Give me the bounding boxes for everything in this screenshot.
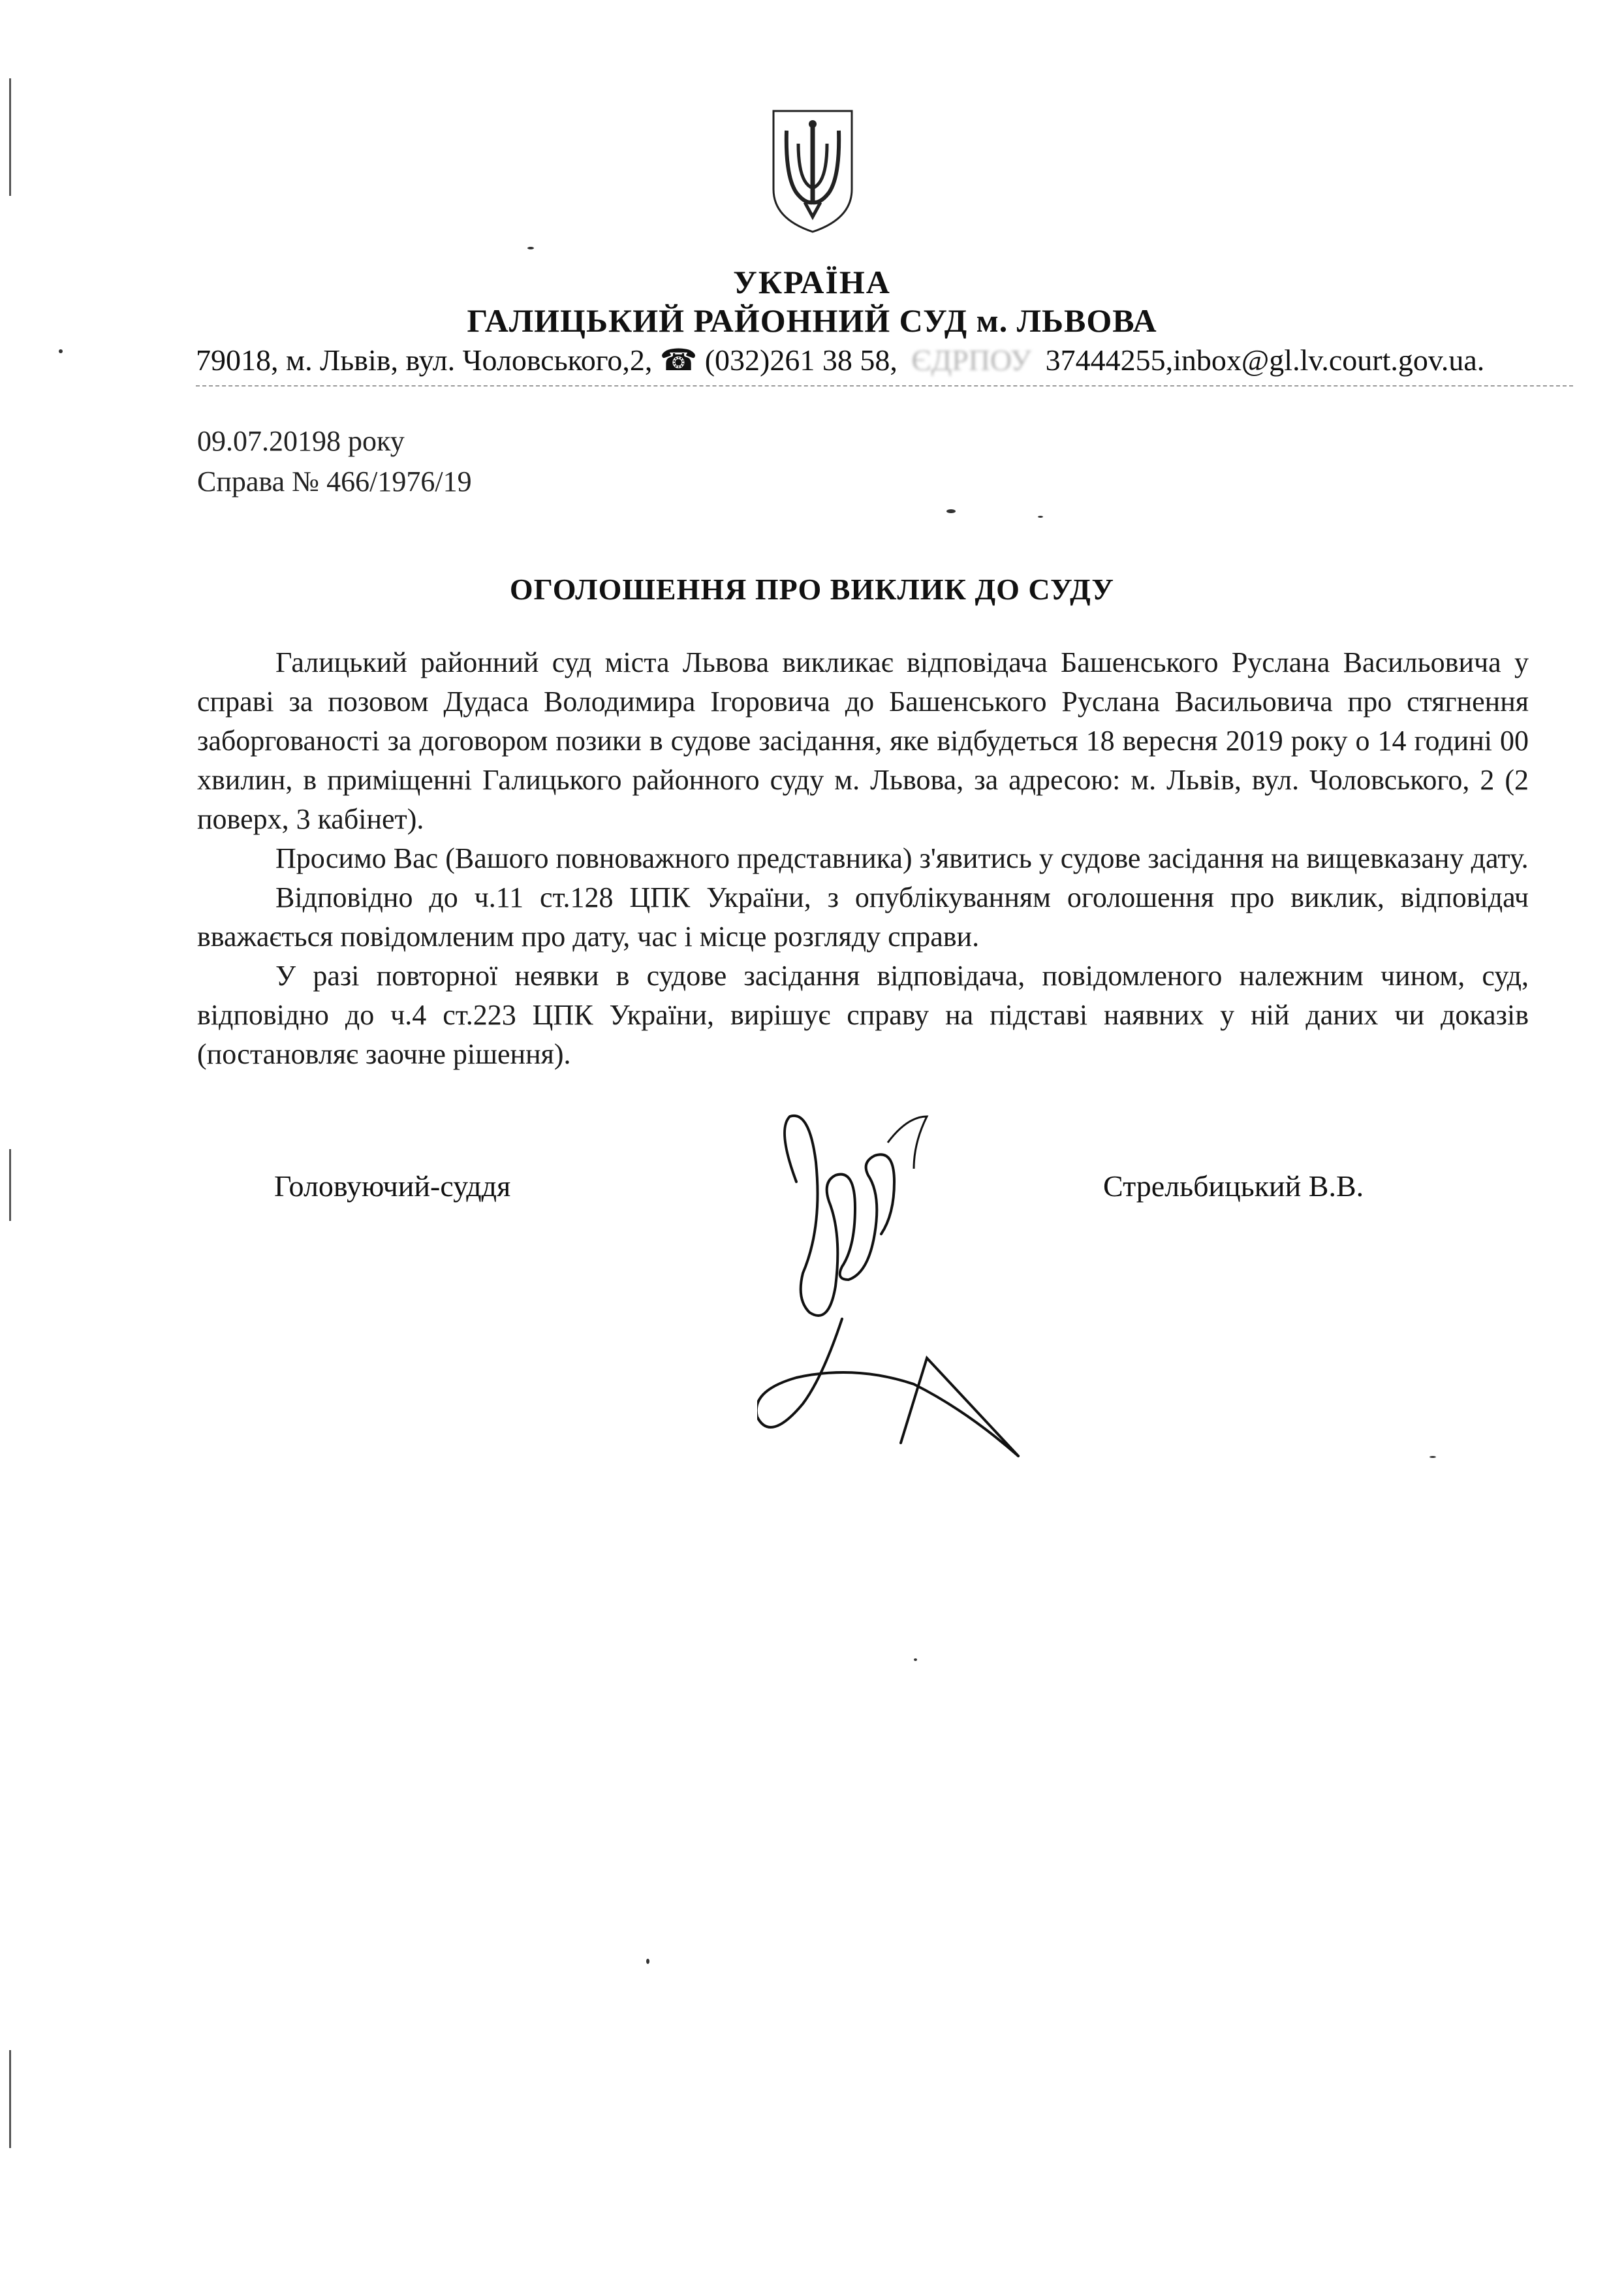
scan-speck [646, 1959, 649, 1964]
scan-edge-mark [9, 1149, 11, 1221]
coat-of-arms-icon [767, 104, 858, 235]
telephone-icon: ☎ [659, 343, 698, 377]
body-paragraph: Просимо Вас (Вашого повноважного представника) з'явитись у судове засідання на вищевказану дату. [275, 842, 1529, 874]
header-country: УКРАЇНА [733, 264, 891, 300]
signer-role: Головуючий-суддя [274, 1169, 511, 1203]
signer-name: Стрельбицький В.В. [1103, 1169, 1364, 1203]
scan-speck [1038, 516, 1043, 518]
document-title: ОГОЛОШЕННЯ ПРО ВИКЛИК ДО СУДУ [509, 573, 1115, 606]
handwritten-signature [757, 1103, 1031, 1469]
scan-speck [914, 1658, 917, 1661]
body-paragraph: У разі повторної неявки в судове засідання відповідача, повідомленого належним чином, суд, відповідно до ч.4 ст.223 ЦПК України, вирішує справу на підставі наявних у ній даних чи доказів (постановляє заочне рішення). [197, 960, 1529, 1070]
scan-speck [527, 247, 534, 249]
scan-speck [946, 509, 956, 513]
header-blurred-label: ЄДРПОУ [911, 343, 1032, 377]
scan-edge-mark [9, 2050, 11, 2148]
header-code-email: 37444255,inbox@gl.lv.court.gov.ua. [1045, 343, 1485, 377]
document-date: 09.07.20198 року [197, 425, 405, 457]
case-number: Справа № 466/1976/19 [197, 466, 472, 498]
body-paragraph: Відповідно до ч.11 ст.128 ЦПК України, з опублікуванням оголошення про виклик, відповідач вважається повідомленим про дату, час і місце розгляду справи. [197, 881, 1529, 953]
scan-edge-mark [9, 78, 11, 196]
scan-speck [59, 349, 63, 353]
header-divider [196, 385, 1573, 387]
header-contact-line [196, 342, 1573, 377]
body-paragraph: Галицький районний суд міста Львова викликає відповідача Башенського Руслана Васильовича у справі за позовом Дудаса Володимира Ігоровича до Башенського Руслана Васильовича про стягнення заборгованості за договором позики в судове засідання, яке відбудеться 18 вересня 2019 року о 14 годині 00 хвилин, в приміщенні Галицького районного суду м. Львова, за адресою: м. Львів, вул. Чоловського, 2 (2 поверх, 3 кабінет). [197, 646, 1529, 835]
header-address: 79018, м. Львів, вул. Чоловського,2, [196, 343, 653, 377]
header-phone: (032)261 38 58, [704, 343, 898, 377]
scan-speck [1429, 1456, 1436, 1458]
header-court-name: ГАЛИЦЬКИЙ РАЙОННИЙ СУД м. ЛЬВОВА [467, 302, 1157, 339]
document-body [197, 643, 1529, 1074]
